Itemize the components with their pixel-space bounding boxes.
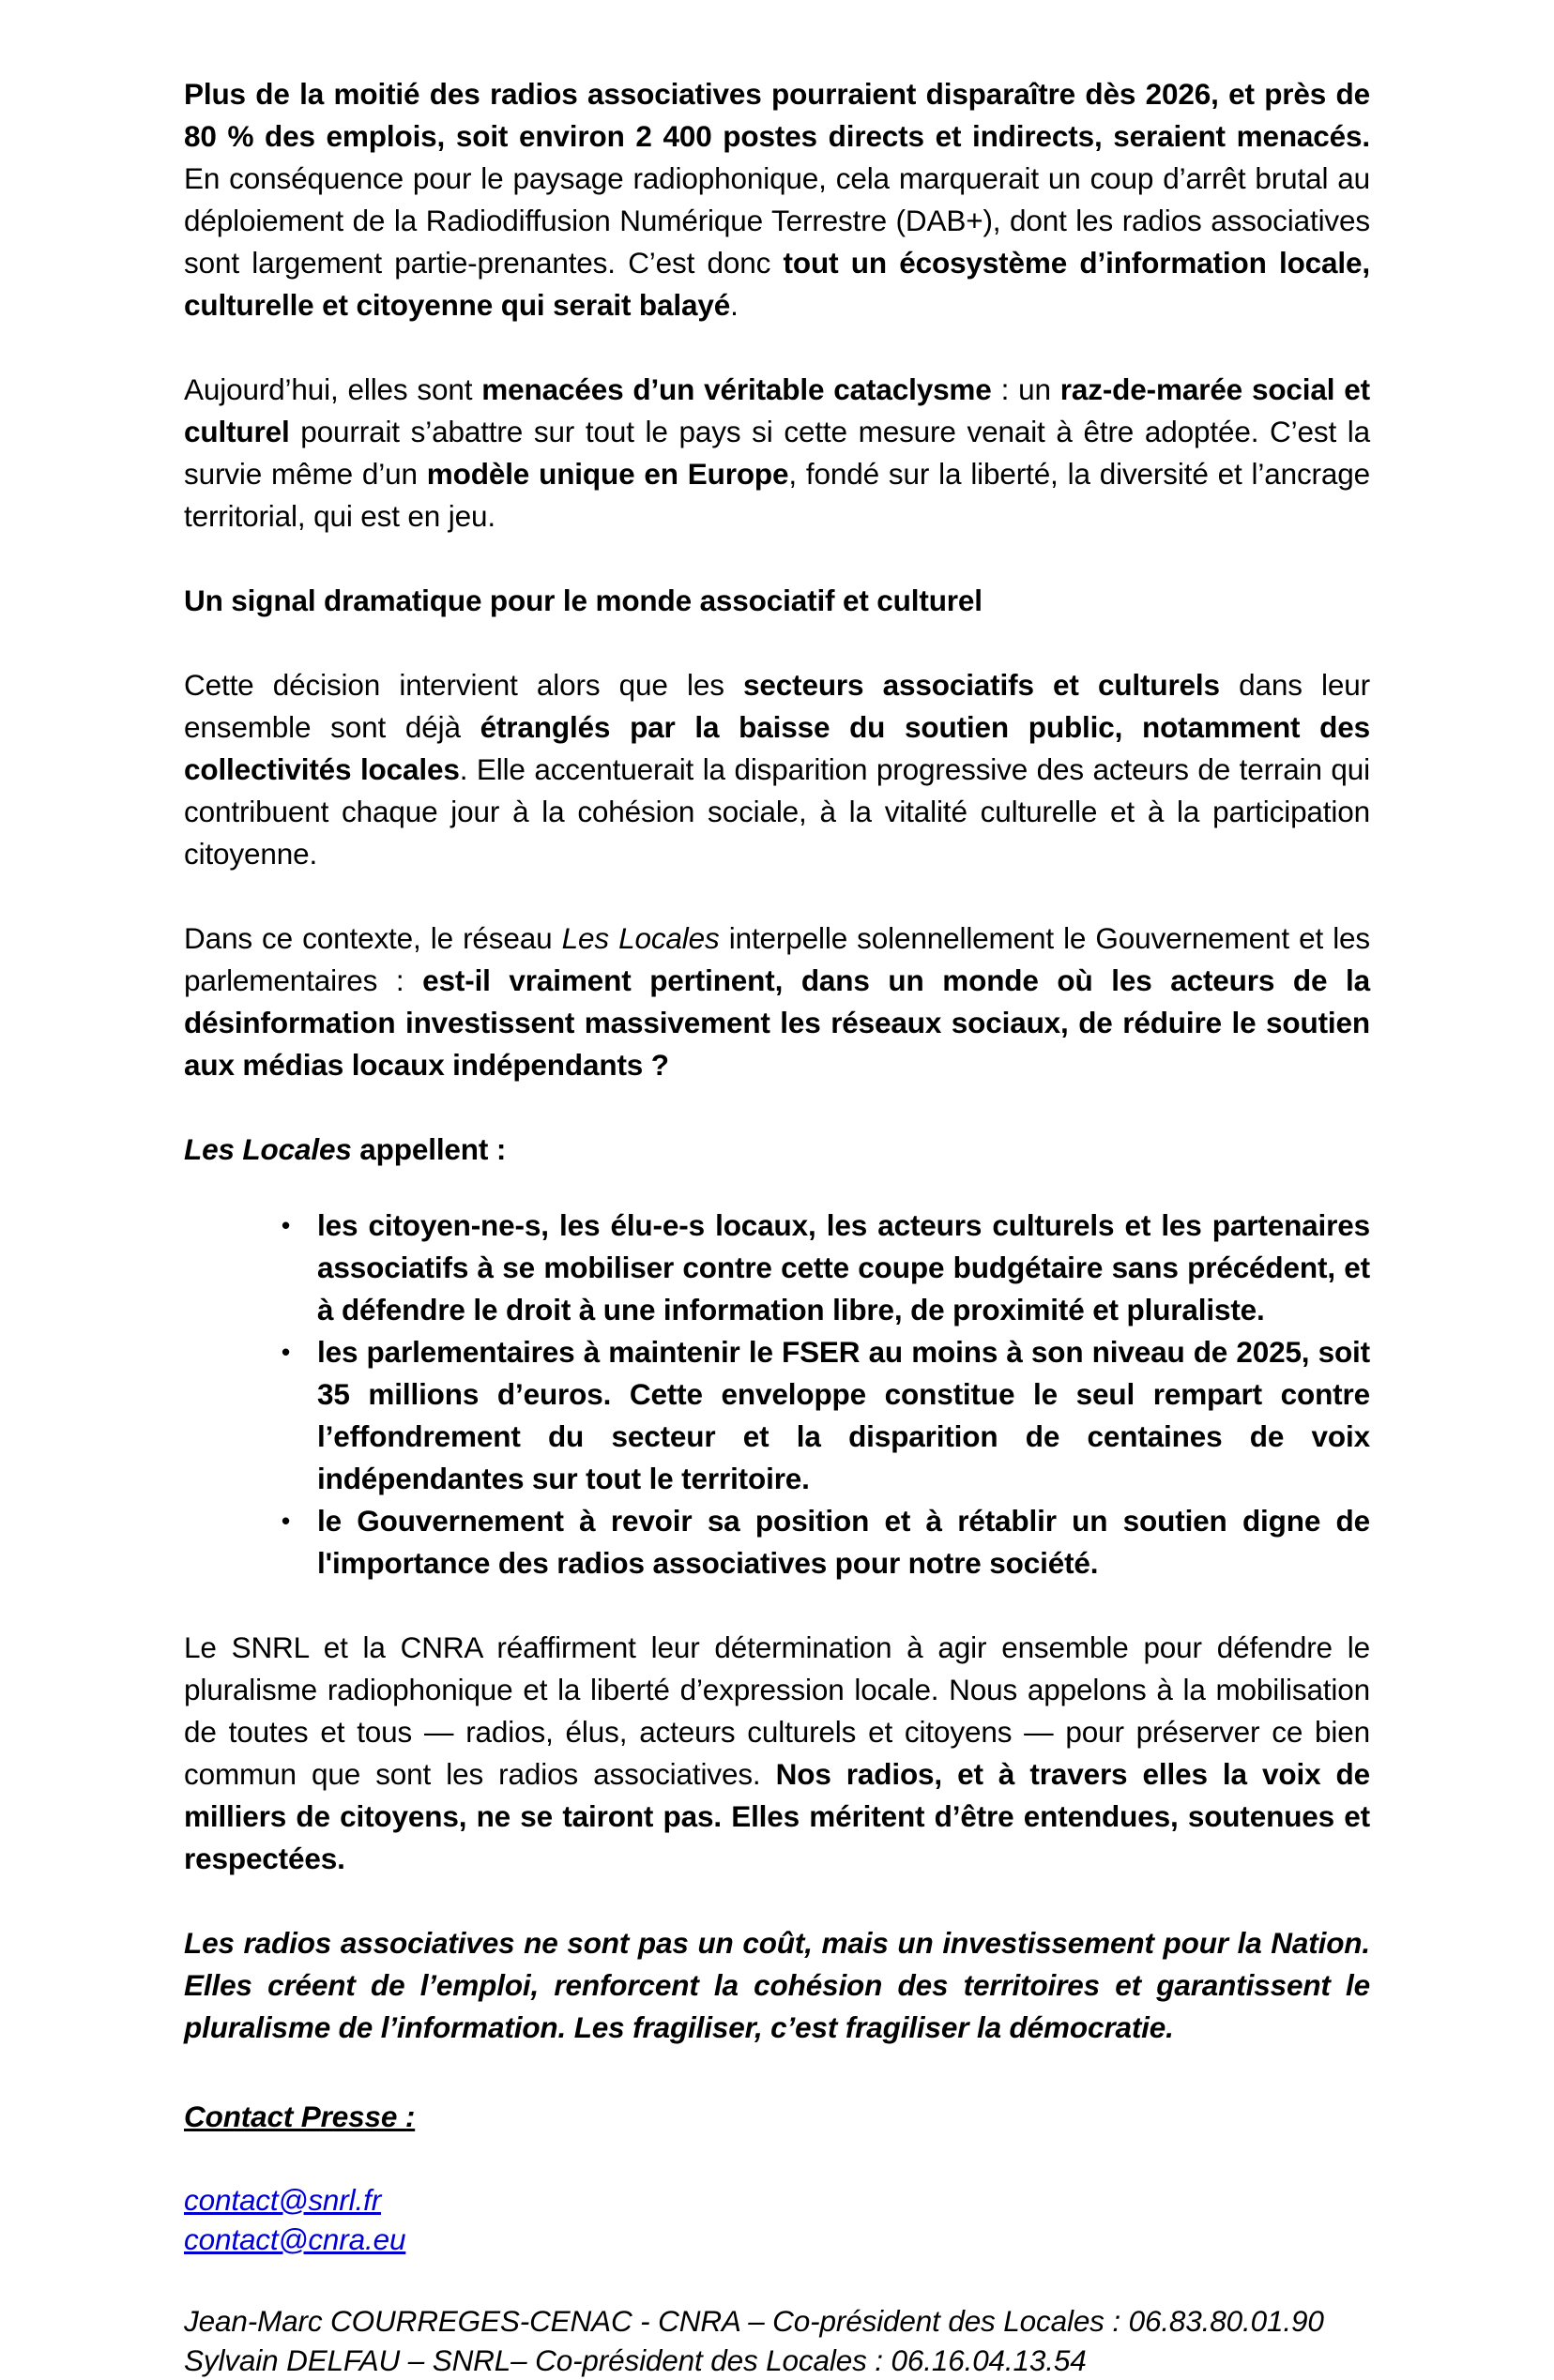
appeal-list [184, 1205, 1370, 1584]
paragraph-4-start: Dans ce contexte, le réseau [184, 921, 562, 955]
paragraph-4-bold-question: est-il vraiment pertinent, dans un monde où les acteurs de la désinformation investissent massivement les réseaux sociaux, de réduire le soutien aux médias locaux indépendants ? [184, 963, 1370, 1082]
paragraph-3 [184, 664, 1370, 875]
paragraph-2-start: Aujourd’hui, elles sont [184, 372, 482, 406]
paragraph-3-end: . Elle accentuerait la disparition progressive des acteurs de terrain qui contribuent chaque jour à la cohésion sociale, à la vitalité culturelle et à la participation citoyenne. [184, 752, 1370, 871]
paragraph-1-bold-2: tout un écosystème d’information locale, culturelle et citoyenne qui serait balayé [184, 246, 1370, 322]
list-item [282, 1331, 1370, 1500]
paragraph-3-mid-1: dans leur ensemble sont déjà [184, 668, 1370, 744]
paragraph-2-bold-2: raz-de-marée social et culturel [184, 372, 1370, 448]
paragraph-2-mid-1: : un [991, 372, 1060, 406]
bullet-icon: • [282, 1211, 290, 1239]
paragraph-2-bold-3: modèle unique en Europe [426, 457, 789, 491]
paragraph-3-bold-1: secteurs associatifs et culturels [743, 668, 1220, 702]
paragraph-2-end: , fondé sur la liberté, la diversité et l’ancrage territorial, qui est en jeu. [184, 457, 1370, 533]
list-item-text: les parlementaires à maintenir le FSER au moins à son niveau de 2025, soit 35 millions d’euros. Cette enveloppe constitue le seul rempart contre l’effondrement du secteur et la disparition de centaines de voix indépendantes sur tout le territoire. [317, 1335, 1370, 1495]
paragraph-3-bold-2: étranglés par la baisse du soutien public, notamment des collectivités locales [184, 710, 1370, 786]
email-link-snrl[interactable]: contact@snrl.fr [184, 2183, 382, 2217]
paragraph-2 [184, 369, 1370, 538]
paragraph-3-start: Cette décision intervient alors que les [184, 668, 744, 702]
list-item-text: les citoyen-ne-s, les élu-e-s locaux, les acteurs culturels et les partenaires associatifs à se mobiliser contre cette coupe budgétaire sans précédent, et à défendre le droit à une information libre, de proximité et pluraliste. [317, 1208, 1370, 1326]
closing-statement: Les radios associatives ne sont pas un coût, mais un investissement pour la Nation. Elles créent de l’emploi, renforcent la cohésion des territoires et garantissent le pluralisme de l’information. Les fragiliser, c’est fragiliser la démocratie. [184, 1926, 1370, 2044]
lead-in-italic-les-locales: Les Locales [184, 1132, 352, 1166]
list-item-text: le Gouvernement à revoir sa position et à rétablir un soutien digne de l'importance des radios associatives pour notre société. [317, 1504, 1370, 1580]
email-link-cnra[interactable]: contact@cnra.eu [184, 2222, 406, 2256]
paragraph-1-end: . [730, 288, 739, 322]
signatories [184, 2301, 1370, 2380]
paragraph-1-mid: En conséquence pour le paysage radiophonique, cela marquerait un coup d’arrêt brutal au déploiement de la Radiodiffusion Numérique Terrestre (DAB+), dont les radios associatives sont largement partie-prenantes. C’est donc [184, 161, 1370, 280]
list-lead-in [184, 1129, 1370, 1171]
document-body [184, 73, 1370, 2380]
signatory-line: Jean-Marc COURREGES-CENAC - CNRA – Co-président des Locales : 06.83.80.01.90 [184, 2304, 1324, 2338]
paragraph-2-bold-1: menacées d’un véritable cataclysme [481, 372, 992, 406]
paragraph-5-bold-1: Nos radios, et à travers elles la voix de milliers de citoyens, ne se tairont pas. Elles méritent d’être entendues, soutenues et respectées. [184, 1757, 1370, 1875]
section-heading-signal-dramatique: Un signal dramatique pour le monde associatif et culturel [184, 584, 983, 617]
paragraph-4-italic-les-locales: Les Locales [561, 921, 720, 955]
paragraph-1 [184, 73, 1370, 326]
paragraph-4-mid-1: interpelle solennellement le Gouvernement et les parlementaires : [184, 921, 1371, 997]
contact-email-list [184, 2180, 1370, 2259]
list-item [282, 1500, 1370, 1584]
contact-block [184, 2096, 1370, 2380]
lead-in-rest: appellent : [351, 1132, 507, 1166]
bullet-icon: • [282, 1338, 290, 1366]
paragraph-2-mid-2: pourrait s’abattre sur tout le pays si cette mesure venait à être adoptée. C’est la survie même d’un [184, 415, 1370, 491]
paragraph-4 [184, 917, 1370, 1086]
signatory-line: Sylvain DELFAU – SNRL– Co-président des Locales : 06.16.04.13.54 [184, 2343, 1087, 2377]
list-item [282, 1205, 1370, 1331]
bullet-icon: • [282, 1507, 290, 1535]
paragraph-1-lead-bold: Plus de la moitié des radios associatives pourraient disparaître dès 2026, et près de 80 % des emplois, soit environ 2 400 postes directs et indirects, seraient menacés. [184, 77, 1370, 153]
contact-press-title: Contact Presse : [184, 2100, 416, 2133]
paragraph-5 [184, 1627, 1370, 1880]
paragraph-5-start: Le SNRL et la CNRA réaffirment leur détermination à agir ensemble pour défendre le pluralisme radiophonique et la liberté d’expression locale. Nous appelons à la mobilisation de toutes et tous — radios, élus, acteurs culturels et citoyens — pour préserver ce bien commun que sont les radios associatives. [184, 1630, 1370, 1791]
